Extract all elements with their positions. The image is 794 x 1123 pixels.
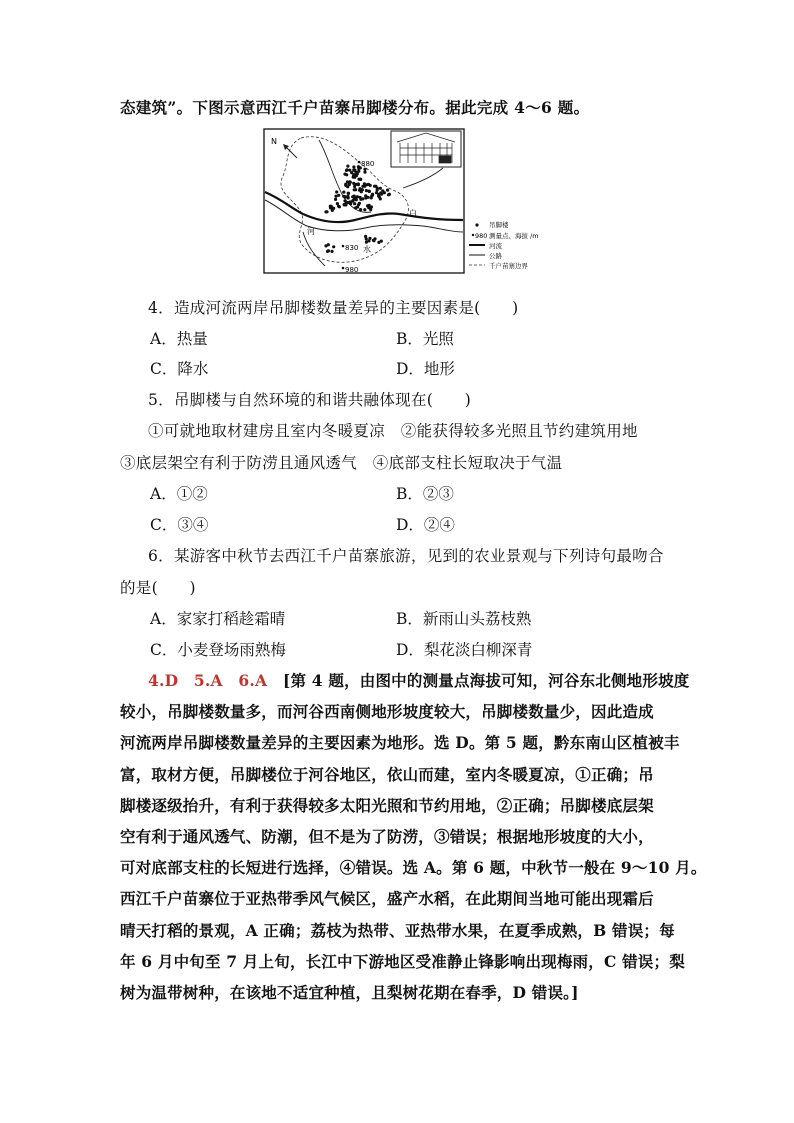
stilt-house-dot xyxy=(334,195,337,198)
q4-option-a: A．热量 xyxy=(150,330,208,348)
stilt-house-dot xyxy=(364,194,367,197)
river-label-shui: 水 xyxy=(363,245,371,254)
stilt-house-dot xyxy=(359,178,362,181)
q4-option-b: B．光照 xyxy=(396,330,454,348)
stilt-house-dot xyxy=(343,173,346,176)
q4-stem: 4．造成河流两岸吊脚楼数量差异的主要因素是( ) xyxy=(148,299,519,317)
north-label: N xyxy=(271,137,277,146)
q5-option-a: A．①② xyxy=(150,485,208,503)
answer-explanation-line-10: 年 6 月中旬至 7 月上旬，长江中下游地区受准静止锋影响出现梅雨，C 错误；梨 xyxy=(120,952,685,971)
stilt-house-dot xyxy=(352,165,355,168)
stilt-house-dot xyxy=(376,188,379,191)
stilt-house-dot xyxy=(354,206,357,209)
q5-option-c: C．③④ xyxy=(150,516,209,534)
stilt-house-dot xyxy=(337,205,340,208)
stilt-house-dot xyxy=(354,188,357,191)
q5-option-b: B．②③ xyxy=(396,485,454,503)
stilt-house-dot xyxy=(330,250,333,253)
stilt-house-dot xyxy=(353,169,356,172)
river-label-he: 河 xyxy=(307,227,315,236)
stilt-house-dot xyxy=(365,189,368,192)
answer-explanation-line-6: 空有利于通风透气、防潮，但不是为了防涝，③错误；根据地形坡度的大小， xyxy=(120,827,654,846)
stilt-house-dot xyxy=(369,184,372,187)
answer-explanation-line-9: 晴天打稻的景观，A 正确；荔枝为热带、亚热带水果，在夏季成熟，B 错误；每 xyxy=(120,921,675,940)
answer-explanation-line-2: 较小，吊脚楼数量多，而河谷西南侧地形坡度较大，吊脚楼数量少，因此造成 xyxy=(120,702,654,721)
stilt-house-dot xyxy=(334,198,337,201)
stilt-house-dot xyxy=(367,206,370,209)
stilt-house-dot xyxy=(373,185,376,188)
stilt-house-dot xyxy=(381,189,384,192)
stilt-house-dot xyxy=(356,172,359,175)
stilt-house-dot xyxy=(347,192,350,195)
stilt-house-dot xyxy=(368,190,371,193)
legend-road: 公路 xyxy=(489,252,502,260)
stilt-house-dot xyxy=(325,210,328,213)
q5-stem: 5．吊脚楼与自然环境的和谐共融体现在( ) xyxy=(148,391,472,409)
answer-explanation-line-8: 西江千户苗寨位于亚热带季风气候区，盛产水稻，在此期间当地可能出现霜后 xyxy=(120,889,654,908)
map-legend xyxy=(469,220,539,270)
stilt-house-dot xyxy=(343,199,346,202)
stilt-house-dot xyxy=(353,202,356,205)
elevation-830: 830 xyxy=(345,244,359,252)
stilt-house-dot xyxy=(344,184,347,187)
stilt-house-dot xyxy=(365,241,368,244)
stilt-house-distribution-map xyxy=(263,128,583,274)
answer-explanation-line-4: 富，取材方便，吊脚楼位于河谷地区，依山而建，室内冬暖夏凉，①正确；吊 xyxy=(120,765,654,784)
stilt-house-dot xyxy=(363,184,366,187)
stilt-house-dot xyxy=(345,168,348,171)
stilt-house-dot xyxy=(348,180,351,183)
answer-explanation-line-3: 河流两岸吊脚楼数量差异的主要因素为地形。选 D。第 5 题，黔东南山区植被丰 xyxy=(120,733,680,752)
stilt-house-dot xyxy=(371,193,374,196)
river-label-bai: 白 xyxy=(409,209,417,218)
stilt-house-dot xyxy=(335,190,338,193)
stilt-house-dot xyxy=(327,249,330,252)
q4-option-c: C．降水 xyxy=(150,360,209,378)
stilt-house-dot xyxy=(358,196,361,199)
stilt-house-dot xyxy=(363,208,366,211)
legend-survey-point: 测量点、海拔 /m xyxy=(489,232,539,240)
q5-option-d: D．②④ xyxy=(396,516,455,534)
legend-stilt-house-symbol xyxy=(475,223,478,226)
stilt-house-dot xyxy=(351,200,354,203)
answer-explanation-line-7: 可对底部支柱的长短进行选择，④错误。选 A。第 6 题，中秋节一般在 9～10 月。 xyxy=(120,858,707,877)
stilt-house-dot xyxy=(346,195,349,198)
q5-statement-line2: ③底层架空有利于防涝且通风透气 ④底部支柱长短取决于气温 xyxy=(120,454,563,472)
stilt-house-dot xyxy=(363,171,366,174)
stilt-house-dot xyxy=(359,208,362,211)
stilt-house-dot xyxy=(377,241,380,244)
stilt-house-dot xyxy=(329,206,332,209)
stilt-house-dot xyxy=(324,244,327,247)
answer-explanation-line-11: 树为温带树种，在该地不适宜种植，且梨树花期在春季，D 错误。] xyxy=(120,983,579,1002)
stilt-house-dot xyxy=(370,196,373,199)
legend-river: 河流 xyxy=(489,242,502,250)
stilt-house-dot xyxy=(332,207,335,210)
stilt-house-dot xyxy=(343,203,346,206)
q6-option-a: A．家家打稻趁霜晴 xyxy=(150,610,286,628)
q6-option-c: C．小麦登场雨熟梅 xyxy=(150,641,286,659)
stilt-house-dot xyxy=(373,237,376,240)
stilt-house-dot xyxy=(368,237,371,240)
answer-explanation-line-5: 脚楼逐级抬升，有利于获得较多太阳光照和节约用地，②正确；吊脚楼底层架 xyxy=(120,796,654,815)
q6-option-b: B．新雨山头荔枝熟 xyxy=(396,610,532,628)
q6-stem-line1: 6．某游客中秋节去西江千户苗寨旅游，见到的农业景观与下列诗句最吻合 xyxy=(148,547,664,565)
stilt-house-dot xyxy=(363,168,366,171)
stilt-house-dot xyxy=(361,197,364,200)
stilt-house-dot xyxy=(379,187,382,190)
stilt-house-dot xyxy=(364,235,367,238)
stilt-house-dot xyxy=(375,191,378,194)
legend-village-boundary: 千户苗寨边界 xyxy=(489,262,528,270)
stilt-house-dot xyxy=(379,197,382,200)
answer-key: 4.D 5.A 6.A xyxy=(148,671,268,690)
stilt-house-dot xyxy=(358,202,361,205)
stilt-house-dot xyxy=(387,193,390,196)
stilt-house-dot xyxy=(352,173,355,176)
stilt-house-dot xyxy=(343,196,346,199)
stilt-house-dot xyxy=(380,193,383,196)
answer-explanation-line-1: 4.D 5.A 6.A [第 4 题，由图中的测量点海拔可知，河谷东北侧地形坡度 xyxy=(148,671,690,690)
stilt-house-dot xyxy=(348,169,351,172)
stilt-house-dot xyxy=(332,245,335,248)
q4-option-d: D．地形 xyxy=(396,360,455,378)
stilt-house-dot xyxy=(359,188,362,191)
q5-statement-line1: ①可就地取材建房且室内冬暖夏凉 ②能获得较多光照且节约建筑用地 xyxy=(148,422,638,440)
elevation-980: 980 xyxy=(345,266,359,274)
elevation-880: 880 xyxy=(361,160,375,168)
legend-stilt-house: 吊脚楼 xyxy=(489,221,509,229)
intro-text: 态建筑”。下图示意西江千户苗寨吊脚楼分布。据此完成 4～6 题。 xyxy=(120,98,590,117)
q6-stem-line2: 的是( ) xyxy=(120,579,196,597)
stilt-house-dot xyxy=(386,189,389,192)
q6-option-d: D．梨花淡白柳深青 xyxy=(396,641,533,659)
stilt-house-dot xyxy=(346,165,349,168)
legend-survey-sample: 980 xyxy=(475,232,488,240)
stilt-house-dot xyxy=(342,191,345,194)
stilt-house-dot xyxy=(357,182,360,185)
